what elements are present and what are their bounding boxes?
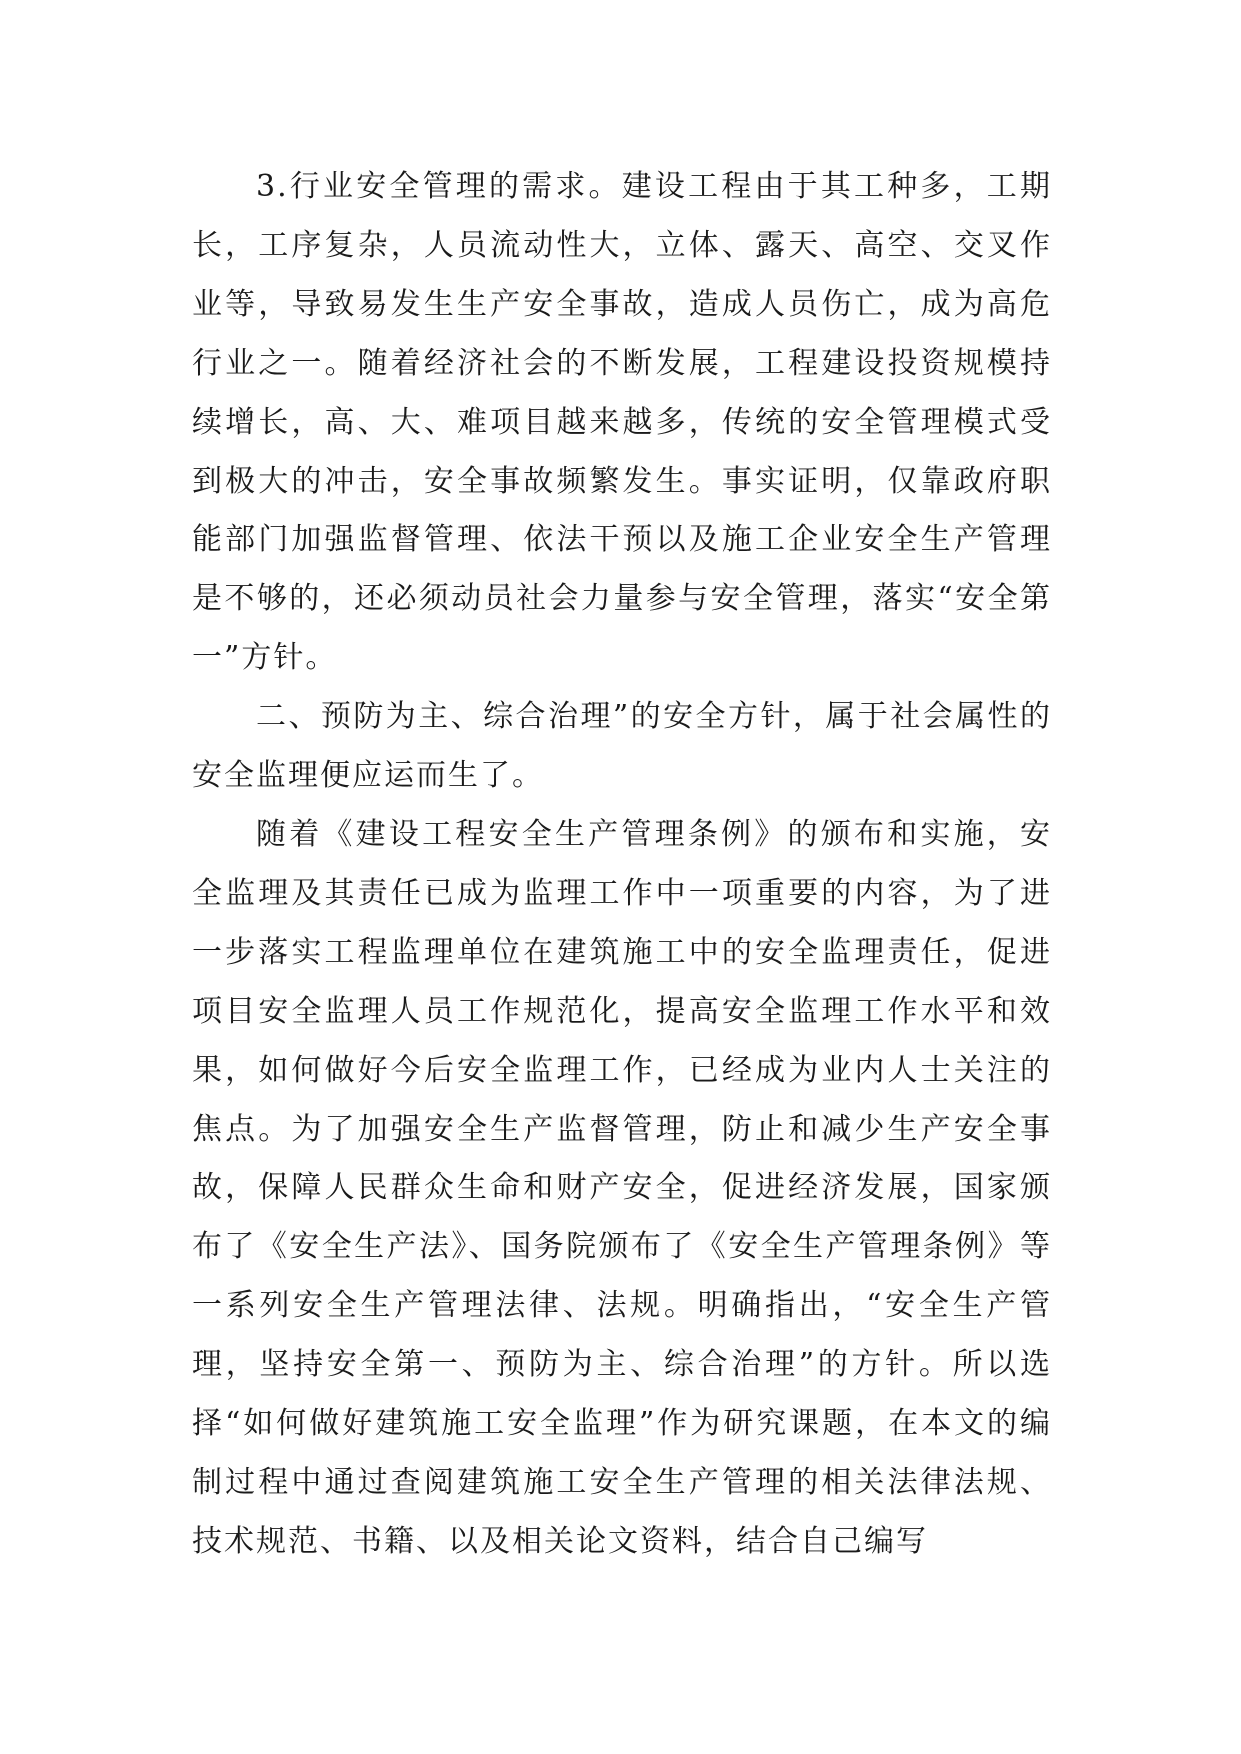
- paragraph-safety-policy: 二、预防为主、综合治理”的安全方针，属于社会属性的安全监理便应运而生了。: [192, 699, 1052, 794]
- body-text: [192, 158, 1052, 1572]
- paragraph-safety-supervision: 随着《建设工程安全生产管理条例》的颁布和实施，安全监理及其责任已成为监理工作中一项重要的内容，为了进一步落实工程监理单位在建筑施工中的安全监理责任，促进项目安全监理人员工作规范化，提高安全监理工作水平和效果，如何做好今后安全监理工作，已经成为业内人士关注的焦点。为了加强安全生产监督管理，防止和减少生产安全事故，保障人民群众生命和财产安全，促进经济发展，国家颁布了《安全生产法》、国务院颁布了《安全生产管理条例》等一系列安全生产管理法律、法规。明确指出，“安全生产管理，坚持安全第一、预防为主、综合治理”的方针。所以选择“如何做好建筑施工安全监理”作为研究课题，在本文的编制过程中通过查阅建筑施工安全生产管理的相关法律法规、技术规范、书籍、以及相关论文资料，结合自己编写: [192, 816, 1052, 1559]
- paragraph-industry-safety-needs: 3.行业安全管理的需求。建设工程由于其工种多，工期长，工序复杂，人员流动性大，立体、露天、高空、交叉作业等，导致易发生生产安全事故，造成人员伤亡，成为高危行业之一。随着经济社会的不断发展，工程建设投资规模持续增长，高、大、难项目越来越多，传统的安全管理模式受到极大的冲击，安全事故频繁发生。事实证明，仅靠政府职能部门加强监督管理、依法干预以及施工企业安全生产管理是不够的，还必须动员社会力量参与安全管理，落实“安全第一”方针。: [192, 169, 1052, 676]
